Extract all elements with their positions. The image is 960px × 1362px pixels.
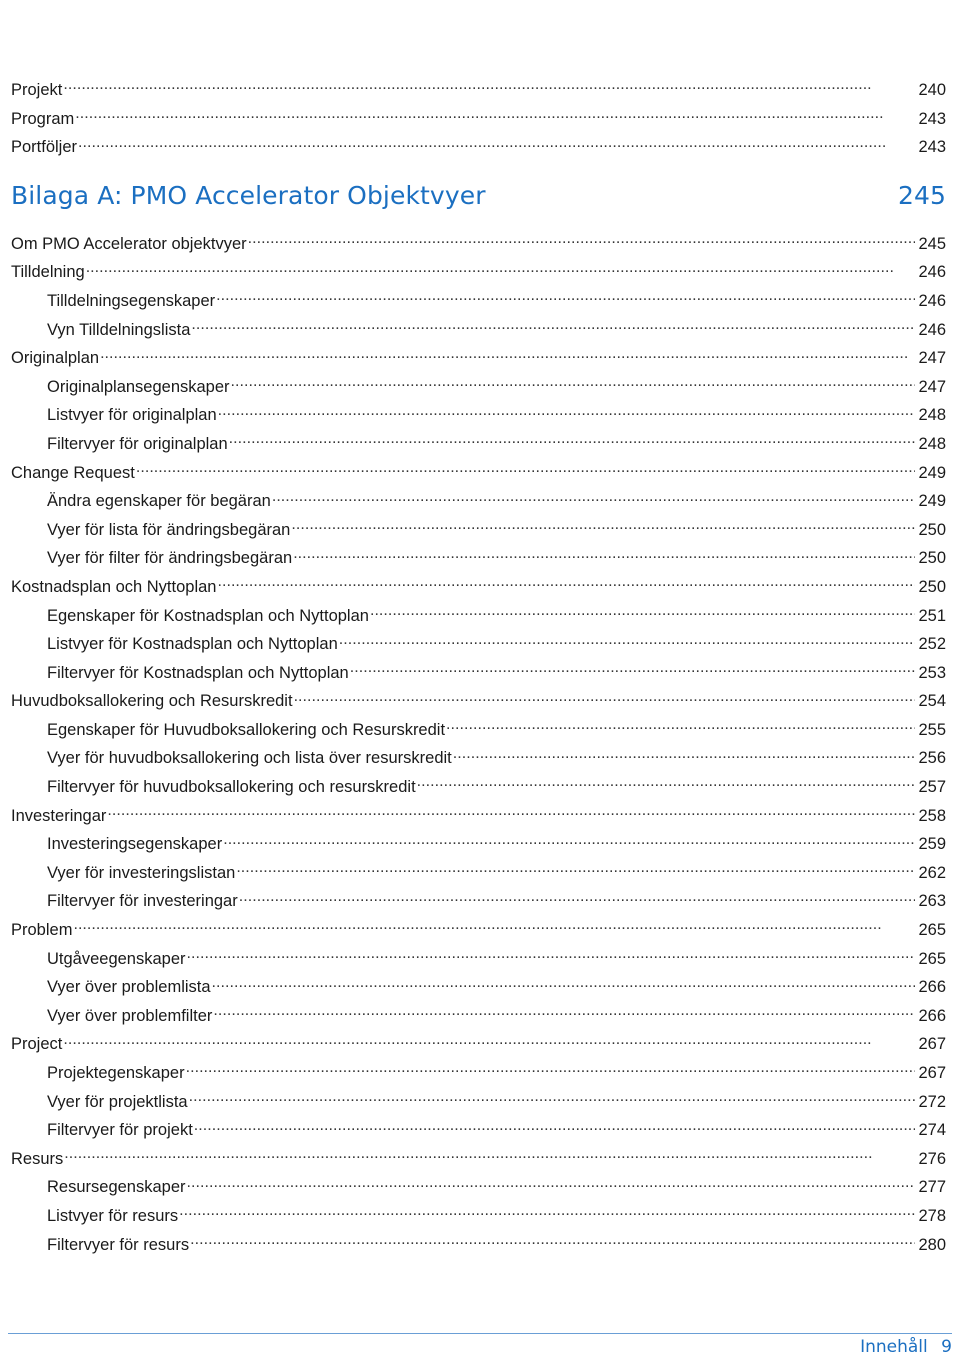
toc-entry[interactable] xyxy=(11,830,946,859)
toc-entry-page: 278 xyxy=(918,1206,946,1225)
toc-entry-page: 267 xyxy=(918,1064,946,1082)
toc-entry-page: 246 xyxy=(918,263,946,282)
toc-entry-title: Problem xyxy=(11,921,73,940)
toc-entry-page: 250 xyxy=(918,549,946,568)
toc-entry-title: Kostnadsplan och Nyttoplan xyxy=(11,577,217,596)
toc-entry[interactable] xyxy=(11,773,946,802)
toc-entry[interactable] xyxy=(11,487,946,516)
toc-entry[interactable] xyxy=(11,916,946,945)
toc-entry-title: Program xyxy=(11,109,75,128)
toc-dot-leader xyxy=(63,79,915,96)
toc-dot-leader xyxy=(350,661,915,678)
toc-entry[interactable] xyxy=(11,630,946,659)
toc-entry[interactable] xyxy=(11,516,946,545)
toc-dot-leader xyxy=(339,633,915,650)
toc-dot-leader xyxy=(100,347,915,364)
table-of-contents xyxy=(11,76,946,1259)
toc-entry-page: 245 xyxy=(918,234,946,253)
toc-entry-page: 263 xyxy=(918,892,946,911)
toc-entry-title: Originalplan xyxy=(11,349,100,368)
toc-entry[interactable] xyxy=(11,459,946,488)
toc-entry[interactable] xyxy=(11,105,946,134)
toc-entry-page: 240 xyxy=(918,81,946,99)
toc-entry-title: Egenskaper för Huvudboksallokering och Resurskredit xyxy=(47,720,446,739)
toc-entry-title: Om PMO Accelerator objektvyer xyxy=(11,234,247,253)
toc-entry-page: 274 xyxy=(918,1121,946,1140)
toc-entry[interactable] xyxy=(11,1173,946,1202)
toc-dot-leader xyxy=(370,604,915,621)
toc-entry-title: Egenskaper för Kostnadsplan och Nyttoplan xyxy=(47,606,369,625)
toc-entry-page: 256 xyxy=(918,749,946,768)
toc-entry[interactable] xyxy=(11,1059,946,1088)
toc-entry-page: 265 xyxy=(918,921,946,940)
page-footer xyxy=(860,1337,952,1357)
toc-dot-leader xyxy=(272,490,915,507)
chapter-title: Bilaga A: PMO Accelerator Objektvyer xyxy=(11,180,486,210)
toc-dot-leader xyxy=(187,947,915,964)
toc-entry-page: 249 xyxy=(918,492,946,511)
toc-entry[interactable] xyxy=(11,602,946,631)
toc-entry-title: Filtervyer för projekt xyxy=(47,1121,193,1140)
toc-entry-title: Originalplansegenskaper xyxy=(47,377,230,396)
toc-dot-leader xyxy=(446,718,915,735)
toc-entry[interactable] xyxy=(11,887,946,916)
toc-entry[interactable] xyxy=(11,945,946,974)
toc-entry-page: 252 xyxy=(918,635,946,654)
toc-entry[interactable] xyxy=(11,1088,946,1117)
toc-dot-leader xyxy=(64,1147,915,1164)
toc-dot-leader xyxy=(231,375,915,392)
toc-entry-page: 262 xyxy=(918,863,946,882)
toc-dot-leader xyxy=(453,747,915,764)
toc-entry-title: Resurs xyxy=(11,1149,64,1168)
toc-dot-leader xyxy=(293,547,915,564)
toc-entry-page: 246 xyxy=(918,291,946,310)
footer-page-number: 9 xyxy=(941,1337,952,1357)
toc-entry-title: Project xyxy=(11,1035,63,1054)
toc-entry-page: 253 xyxy=(918,663,946,682)
toc-entry-title: Vyer över problemlista xyxy=(47,978,211,997)
toc-dot-leader xyxy=(73,919,915,936)
toc-entry[interactable] xyxy=(11,1145,946,1174)
toc-entry-title: Vyer för huvudboksallokering och lista över resurskredit xyxy=(47,749,452,768)
toc-dot-leader xyxy=(187,1176,916,1193)
toc-entry-page: 248 xyxy=(918,434,946,453)
toc-top-section xyxy=(11,76,946,162)
toc-entry-page: 266 xyxy=(918,978,946,997)
toc-main-section xyxy=(11,230,946,1259)
toc-dot-leader xyxy=(86,261,915,278)
toc-entry-page: 267 xyxy=(918,1035,946,1054)
toc-entry-title: Filtervyer för originalplan xyxy=(47,434,228,453)
toc-entry[interactable] xyxy=(11,1116,946,1145)
toc-dot-leader xyxy=(186,1062,915,1079)
toc-entry[interactable] xyxy=(11,133,946,162)
toc-dot-leader xyxy=(223,833,915,850)
toc-entry-title: Investeringar xyxy=(11,806,107,825)
chapter-page-number: 245 xyxy=(897,180,946,210)
toc-entry[interactable] xyxy=(11,76,946,105)
toc-entry-page: 258 xyxy=(918,806,946,825)
toc-dot-leader xyxy=(218,404,915,421)
toc-entry-title: Utgåveegenskaper xyxy=(47,949,186,968)
toc-entry[interactable] xyxy=(11,258,946,287)
toc-dot-leader xyxy=(294,690,915,707)
toc-entry-page: 247 xyxy=(918,349,946,368)
toc-entry-page: 250 xyxy=(918,577,946,596)
toc-entry-page: 251 xyxy=(918,606,946,625)
toc-dot-leader xyxy=(217,575,915,592)
toc-entry-title: Projekt xyxy=(11,81,63,99)
toc-dot-leader xyxy=(239,890,915,907)
toc-entry-page: 254 xyxy=(918,692,946,711)
toc-dot-leader xyxy=(212,976,915,993)
toc-dot-leader xyxy=(136,461,915,478)
toc-entry[interactable] xyxy=(11,687,946,716)
toc-entry-title: Tilldelning xyxy=(11,263,85,282)
toc-dot-leader xyxy=(75,107,915,124)
toc-entry-page: 272 xyxy=(918,1092,946,1111)
toc-entry-page: 247 xyxy=(918,377,946,396)
toc-entry-title: Listvyer för originalplan xyxy=(47,406,217,425)
toc-entry[interactable] xyxy=(11,1002,946,1031)
toc-entry-title: Listvyer för resurs xyxy=(47,1206,179,1225)
toc-entry-title: Listvyer för Kostnadsplan och Nyttoplan xyxy=(47,635,338,654)
toc-entry-page: 259 xyxy=(918,835,946,854)
toc-entry-page: 280 xyxy=(918,1235,946,1254)
toc-entry[interactable] xyxy=(11,573,946,602)
toc-dot-leader xyxy=(248,232,915,249)
toc-entry[interactable] xyxy=(11,230,946,259)
toc-entry[interactable] xyxy=(11,744,946,773)
toc-dot-leader xyxy=(179,1204,915,1221)
toc-dot-leader xyxy=(194,1119,915,1136)
toc-entry[interactable] xyxy=(11,430,946,459)
toc-entry-title: Investeringsegenskaper xyxy=(47,835,223,854)
toc-dot-leader xyxy=(191,318,915,335)
toc-entry-title: Projektegenskaper xyxy=(47,1064,185,1082)
toc-dot-leader xyxy=(216,289,915,306)
toc-entry[interactable] xyxy=(11,659,946,688)
toc-dot-leader xyxy=(229,432,915,449)
toc-entry-title: Filtervyer för Kostnadsplan och Nyttoplan xyxy=(47,663,349,682)
toc-entry-title: Vyn Tilldelningslista xyxy=(47,320,191,339)
toc-entry-page: 265 xyxy=(918,949,946,968)
toc-dot-leader xyxy=(417,776,915,793)
toc-entry-title: Huvudboksallokering och Resurskredit xyxy=(11,692,293,711)
toc-entry[interactable] xyxy=(11,1231,946,1260)
toc-entry-title: Ändra egenskaper för begäran xyxy=(47,492,271,511)
toc-entry-title: Vyer över problemfilter xyxy=(47,1006,213,1025)
toc-entry-title: Vyer för lista för ändringsbegäran xyxy=(47,520,291,539)
toc-entry[interactable] xyxy=(11,316,946,345)
toc-entry-page: 243 xyxy=(918,138,946,157)
toc-entry[interactable] xyxy=(11,373,946,402)
toc-dot-leader xyxy=(107,804,915,821)
toc-entry[interactable] xyxy=(11,802,946,831)
toc-entry-page: 250 xyxy=(918,520,946,539)
toc-entry-page: 277 xyxy=(918,1178,946,1197)
toc-entry[interactable] xyxy=(11,544,946,573)
toc-entry-page: 255 xyxy=(918,720,946,739)
toc-entry[interactable] xyxy=(11,859,946,888)
toc-entry-title: Filtervyer för resurs xyxy=(47,1235,190,1254)
toc-entry-page: 249 xyxy=(918,463,946,482)
toc-entry-title: Filtervyer för huvudboksallokering och resurskredit xyxy=(47,778,416,797)
toc-entry-page: 276 xyxy=(918,1149,946,1168)
toc-entry-page: 246 xyxy=(918,320,946,339)
toc-entry-title: Vyer för filter för ändringsbegäran xyxy=(47,549,293,568)
toc-entry[interactable] xyxy=(11,716,946,745)
toc-dot-leader xyxy=(291,518,915,535)
toc-entry[interactable] xyxy=(11,1202,946,1231)
toc-entry[interactable] xyxy=(11,401,946,430)
toc-entry[interactable] xyxy=(11,973,946,1002)
toc-entry[interactable] xyxy=(11,287,946,316)
toc-entry-page: 248 xyxy=(918,406,946,425)
toc-dot-leader xyxy=(189,1090,915,1107)
toc-entry-page: 243 xyxy=(918,109,946,128)
toc-dot-leader xyxy=(78,136,915,153)
footer-section-label: Innehåll xyxy=(860,1337,928,1357)
toc-entry-title: Tilldelningsegenskaper xyxy=(47,291,216,310)
toc-entry-page: 257 xyxy=(918,778,946,797)
toc-dot-leader xyxy=(213,1004,915,1021)
toc-entry-title: Vyer för projektlista xyxy=(47,1092,188,1111)
toc-entry-title: Vyer för investeringslistan xyxy=(47,863,236,882)
toc-entry[interactable] xyxy=(11,344,946,373)
toc-entry-title: Change Request xyxy=(11,463,135,482)
toc-dot-leader xyxy=(63,1033,915,1050)
footer-divider xyxy=(8,1333,952,1334)
toc-dot-leader xyxy=(190,1233,915,1250)
toc-entry-title: Resursegenskaper xyxy=(47,1178,186,1197)
toc-dot-leader xyxy=(236,861,915,878)
chapter-heading[interactable] xyxy=(11,162,946,230)
toc-entry[interactable] xyxy=(11,1030,946,1059)
toc-entry-title: Filtervyer för investeringar xyxy=(47,892,238,911)
toc-entry-title: Portföljer xyxy=(11,138,78,157)
toc-entry-page: 266 xyxy=(918,1006,946,1025)
